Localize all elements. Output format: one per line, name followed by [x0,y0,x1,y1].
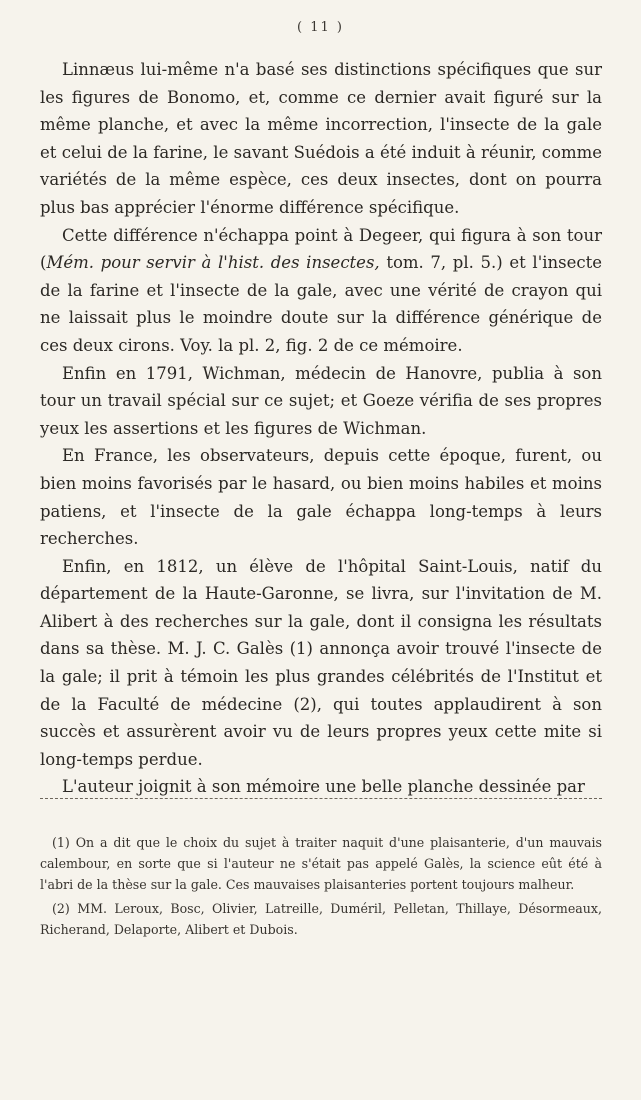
paragraph-5: Enfin, en 1812, un élève de l'hôpital Saint-Louis, natif du département de la Haute-Garonne, se livra, sur l'invitation de M. Alibert à des recherches sur la gale, dont il consigna les résultats dans sa thèse. M. J. C. Galès (1) annonça avoir trouvé l'insecte de la gale; il prit à témoin les plus grandes célébrités de l'Institut et de la Faculté de médecine (2), qui toutes applaudirent à son succès et assurèrent avoir vu de leurs propres yeux cette mite si long-temps perdue. [40,556,602,769]
paragraph-1: Linnæus lui-même n'a basé ses distinctions spécifiques que sur les figures de Bonomo, et, comme ce dernier avait figuré sur la même planche, et avec la même incorrection, l'insecte de la gale et celui de la farine, le savant Suédois a été induit à réunir, comme variétés de la même espèce, ces deux insectes, dont on pourra plus bas apprécier l'énorme différence spécifique. [40,60,602,217]
main-text [40,56,602,801]
footnote-separator [40,798,602,799]
paragraph-2 [40,222,602,360]
paragraph-6: L'auteur joignit à son mémoire une belle planche dessinée par [62,777,585,797]
paragraph-2-start: Cette différence n'échappa point à Degeer, qui figura à son tour ( [40,225,602,273]
footnote-1: (1) On a dit que le choix du sujet à traiter naquit d'une plaisanterie, d'un mauvais calembour, en sorte que si l'auteur ne s'était pas appelé Galès, la science eût été à l'abri de la thèse sur la gale. Ces mauvaises plaisanteries portent toujours malheur. [40,835,602,893]
paragraph-2-end: tom. 7, pl. 5.) et l'insecte de la farine et l'insecte de la gale, avec une vérité de crayon qui ne laissait plus le moindre doute sur la différence générique de ces deux cirons. Voy. la pl. 2, fig. 2 de ce mémoire. [40,253,602,355]
page-number: ( 11 ) [297,20,344,35]
paragraph-4: En France, les observateurs, depuis cette époque, furent, ou bien moins favorisés par le hasard, ou bien moins habiles et moins patiens, et l'insecte de la gale échappa long-temps à leurs recherches. [40,446,602,549]
paragraph-3: Enfin en 1791, Wichman, médecin de Hanovre, publia à son tour un travail spécial sur ce sujet; et Goeze vérifia de ses propres yeux les assertions et les figures de Wichman. [40,363,602,438]
work-title: Mém. pour servir à l'hist. des insectes, [46,253,380,273]
footnotes [40,832,602,942]
footnote-2: (2) MM. Leroux, Bosc, Olivier, Latreille, Duméril, Pelletan, Thillaye, Désormeaux, Richerand, Delaporte, Alibert et Dubois. [40,900,602,937]
